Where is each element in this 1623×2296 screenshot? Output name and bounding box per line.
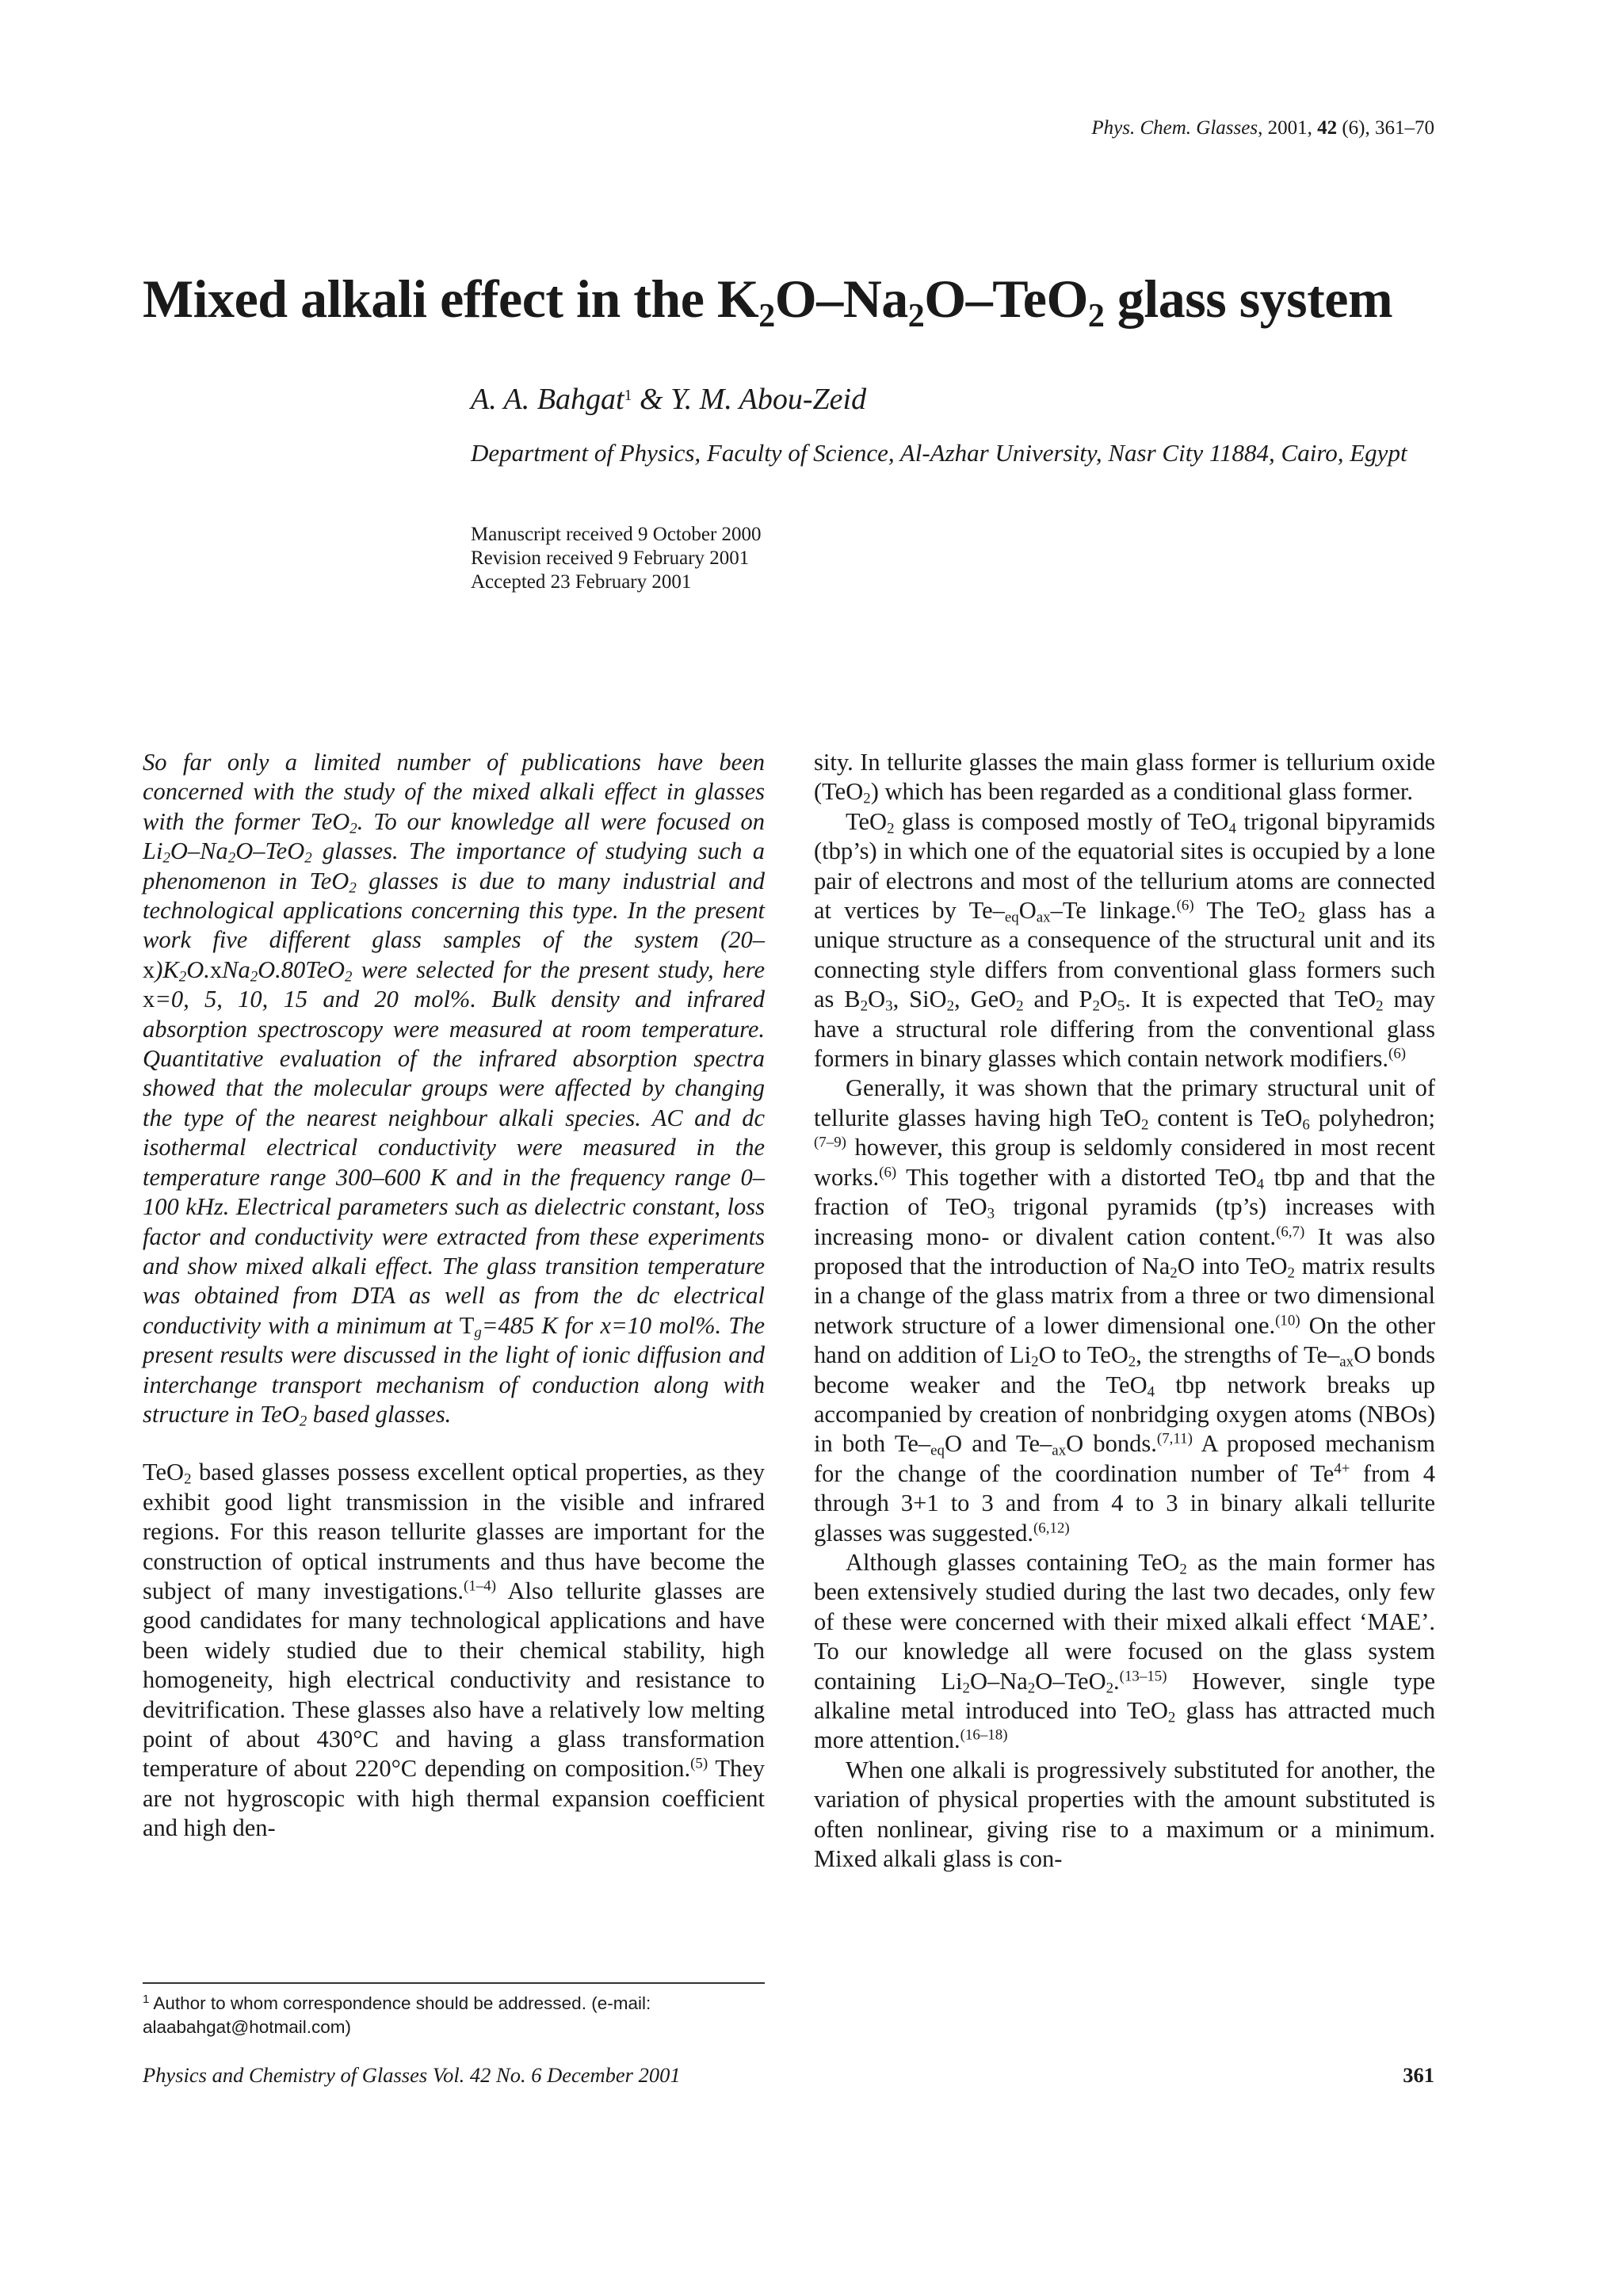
paragraph-mixed-alkali: Although glasses containing TeO$_2$ as the main former has been extensively studied during the last two decades, only few of these were concerned with their mixed alkali effect ‘MAE’. To our knowledge all were focused on the glass system containing $Li_2O-Na_2O-TeO_2.^{(13-15)}$ However, single type alkaline metal introduced into TeO$_2$ glass has attracted much more attention.$^{(16-18)}$ [814, 1548, 1436, 1754]
intro-paragraph: TeO$_2$ based glasses possess excellent optical properties, as they exhibit good light transmission in the visible and infrared regions. For this reason tellurite glasses are important for the construction of optical instruments and thus have become the subject of many investigations.$^{(1-4)}$ Also tellurite glasses are good candidates for many technological applications and have been widely studied due to their chemical stability, high homogeneity, high electrical conductivity and resistance to devitrification. These glasses also have a relatively low melting point of about 430°C and having a glass transformation temperature of about 220°C depending on composition.$^{(5)}$ They are not hygroscopic with high thermal expansion coefficient and high den- [143, 1459, 765, 1842]
footnote [143, 1992, 765, 2039]
paper-title: Mixed alkali effect in the $K_2O-Na_2O-TeO_2$ glass system [143, 269, 1393, 334]
author-footnote-marker: 1 [624, 387, 632, 404]
footer-citation: Physics and Chemistry of Glasses Vol. 42 No. 6 December 2001 [143, 2063, 681, 2087]
affiliation: Department of Physics, Faculty of Science, Al-Azhar University, Nasr City 11884, Cairo, Egypt [471, 439, 1407, 467]
authors [471, 382, 866, 417]
date-accepted: Accepted 23 February 2001 [471, 571, 692, 593]
footnote-rule [143, 1982, 765, 1984]
paragraph-substitution: When one alkali is progressively substituted for another, the variation of physical properties with the amount substituted is often nonlinear, giving rise to a maximum or a minimum. Mixed alkali glass is con- [814, 1756, 1435, 1873]
journal-name: Phys. Chem. Glasses [1091, 117, 1258, 139]
abstract: So far only a limited number of publications have been concerned with the study of the mixed alkali effect in glasses with the former TeO$_2$. To our knowledge all were focused on $Li_2O-Na_2O-TeO_2$ glasses. The importance of studying such a phenomenon in TeO$_2$ glasses is due to many industrial and technological applications concerning this type. In the present work five different glass samples of the system $(20-x)K_2O.xNa_2O.80TeO_2$ were selected for the present study, here x=0, 5, 10, 15 and 20 mol%. Bulk density and infrared absorption spectroscopy were measured at room temperature. Quantitative evaluation of the infrared absorption spectra showed that the molecular groups were affected by changing the type of the nearest neighbour alkali species. AC and dc isothermal electrical conductivity were measured in the temperature range 300–600 K and in the frequency range 0–100 kHz. Electrical parameters such as dielectric constant, loss factor and conductivity were extracted from these experiments and show mixed alkali effect. The glass transition temperature was obtained from DTA as well as from the dc electrical conductivity with a minimum at $T_g=485$ K for x=10 mol%. The present results were discussed in the light of ionic diffusion and interchange transport mechanism of conduction along with structure in TeO$_2$ based glasses. [143, 749, 766, 1430]
left-column [143, 748, 765, 1844]
manuscript-dates [471, 523, 762, 594]
journal-volume: 42 [1317, 117, 1338, 139]
author-1: A. A. Bahgat [471, 383, 624, 416]
date-revised: Revision received 9 February 2001 [471, 547, 750, 569]
paragraph-structural-unit: Generally, it was shown that the primary structural unit of tellurite glasses having high TeO$_2$ content is TeO$_6$ polyhedron;$^{(7-9)}$ however, this group is seldomly considered in most recent works.$^{(6)}$ This together with a distorted TeO$_4$ tbp and that the fraction of TeO$_3$ trigonal pyramids (tp’s) increases with increasing mono- or divalent cation content.$^{(6,7)}$ It was also proposed that the introduction of $Na_2O$ into TeO$_2$ matrix results in a change of the glass matrix from a three or two dimensional network structure of a lower dimensional one.$^{(10)}$ On the other hand on addition of $Li_2O$ to TeO$_2$, the strengths of $Te-_{ax}O$ bonds become weaker and the TeO$_4$ tbp network breaks up accompanied by creation of nonbridging oxygen atoms (NBOs) in both $Te-_{eq}O$ and $Te-_{ax}O$ bonds.$^{(7,11)}$ A proposed mechanism for the change of the coordination number of $Te^{4+}$ from 4 through 3+1 to 3 and from 4 to 3 in binary alkali tellurite glasses was suggested.$^{(6,12)}$ [814, 1074, 1435, 1547]
paragraph-teo2-structure: TeO$_2$ glass is composed mostly of TeO$_4$ trigonal bipyramids (tbp’s) in which one of the equatorial sites is occupied by a lone pair of electrons and most of the tellurium atoms are connected at vertices by $Te-_{eq}O_{ax}-Te$ linkage.$^{(6)}$ The TeO$_2$ glass has a unique structure as a consequence of the structural unit and its connecting style differs from conventional glass formers such as $B_2O_3$, SiO$_2$, GeO$_2$ and $P_2O_5$. It is expected that TeO$_2$ may have a structural role differing from the conventional glass formers in binary glasses which contain network modifiers.$^{(6)}$ [814, 807, 1436, 1073]
intro-paragraph-continued: sity. In tellurite glasses the main glass former is tellurium oxide (TeO$_2$) which has been regarded as a conditional glass former. [814, 749, 1435, 808]
date-received: Manuscript received 9 October 2000 [471, 524, 762, 545]
author-2: & Y. M. Abou-Zeid [632, 383, 867, 416]
footnote-text: Author to whom correspondence should be addressed. (e-mail: alaabahgat@hotmail.com) [143, 1993, 651, 2037]
right-column [814, 748, 1435, 1874]
page-number: 361 [1403, 2063, 1434, 2087]
footnote-marker: 1 [143, 1993, 150, 2006]
journal-reference: Phys. Chem. Glasses, 2001, 42 (6), 361–70 [1091, 117, 1434, 139]
